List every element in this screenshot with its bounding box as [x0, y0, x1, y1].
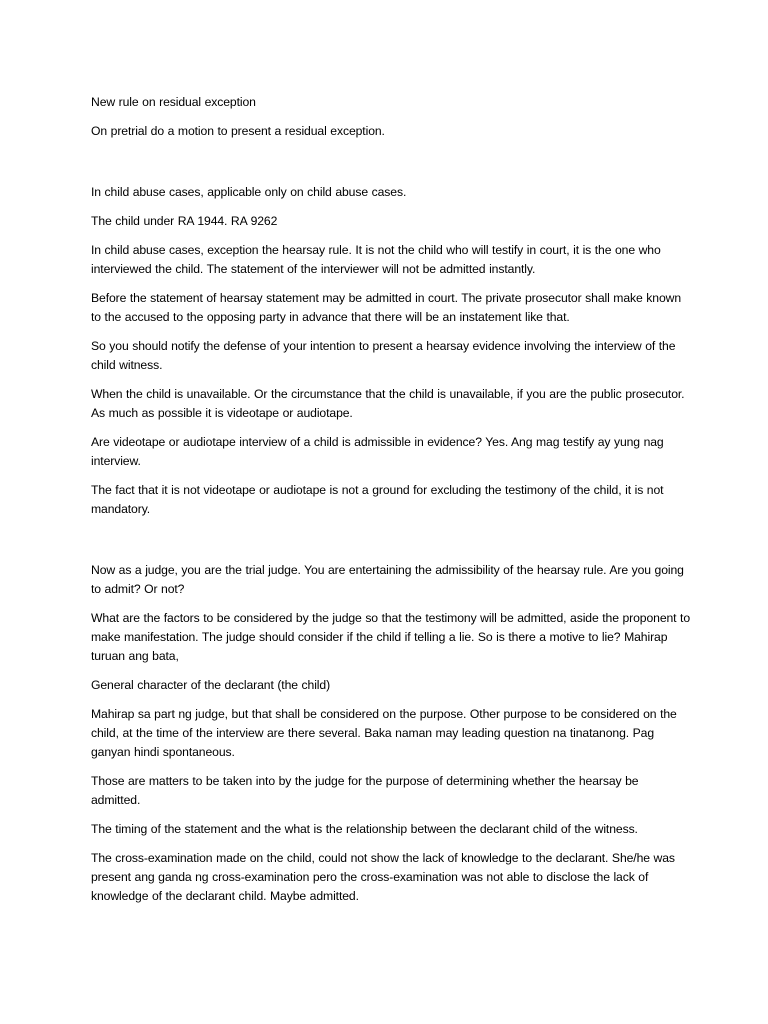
- document-page: [91, 93, 691, 906]
- paragraph-title: New rule on residual exception: [91, 95, 256, 109]
- paragraph: In child abuse cases, exception the hearsay rule. It is not the child who will testify in court, it is the one who interviewed the child. The statement of the interviewer will not be admitted instantly.: [91, 243, 661, 276]
- paragraph: General character of the declarant (the child): [91, 678, 331, 692]
- paragraph: What are the factors to be considered by the judge so that the testimony will be admitted, aside the proponent to make manifestation. The judge should consider if the child if telling a lie. So is there a motive to lie? Mahirap turuan ang bata,: [91, 611, 691, 663]
- paragraph: In child abuse cases, applicable only on child abuse cases.: [91, 185, 407, 199]
- paragraph: Are videotape or audiotape interview of a child is admissible in evidence? Yes. Ang mag testify ay yung nag interview.: [91, 435, 664, 468]
- paragraph: Mahirap sa part ng judge, but that shall be considered on the purpose. Other purpose to be considered on the child, at the time of the interview are there several. Baka naman may leading question na tinatanong. Pag ganyan hindi spontaneous.: [91, 707, 677, 759]
- paragraph: The cross-examination made on the child, could not show the lack of knowledge to the declarant. She/he was present ang ganda ng cross-examination pero the cross-examination was not able to disclose the lack of knowledge of the declarant child. Maybe admitted.: [91, 851, 675, 903]
- paragraph: The child under RA 1944. RA 9262: [91, 214, 278, 228]
- paragraph: Before the statement of hearsay statement may be admitted in court. The private prosecutor shall make known to the accused to the opposing party in advance that there will be an instatement like that.: [91, 291, 682, 324]
- paragraph: Those are matters to be taken into by the judge for the purpose of determining whether the hearsay be admitted.: [91, 774, 639, 807]
- paragraph: On pretrial do a motion to present a residual exception.: [91, 124, 385, 138]
- paragraph: Now as a judge, you are the trial judge. You are entertaining the admissibility of the hearsay rule. Are you going to admit? Or not?: [91, 563, 684, 596]
- paragraph: The fact that it is not videotape or audiotape is not a ground for excluding the testimony of the child, it is not mandatory.: [91, 483, 664, 516]
- paragraph: When the child is unavailable. Or the circumstance that the child is unavailable, if you are the public prosecutor. As much as possible it is videotape or audiotape.: [91, 387, 685, 420]
- paragraph: So you should notify the defense of your intention to present a hearsay evidence involving the interview of the child witness.: [91, 339, 676, 372]
- paragraph: The timing of the statement and the what is the relationship between the declarant child of the witness.: [91, 822, 638, 836]
